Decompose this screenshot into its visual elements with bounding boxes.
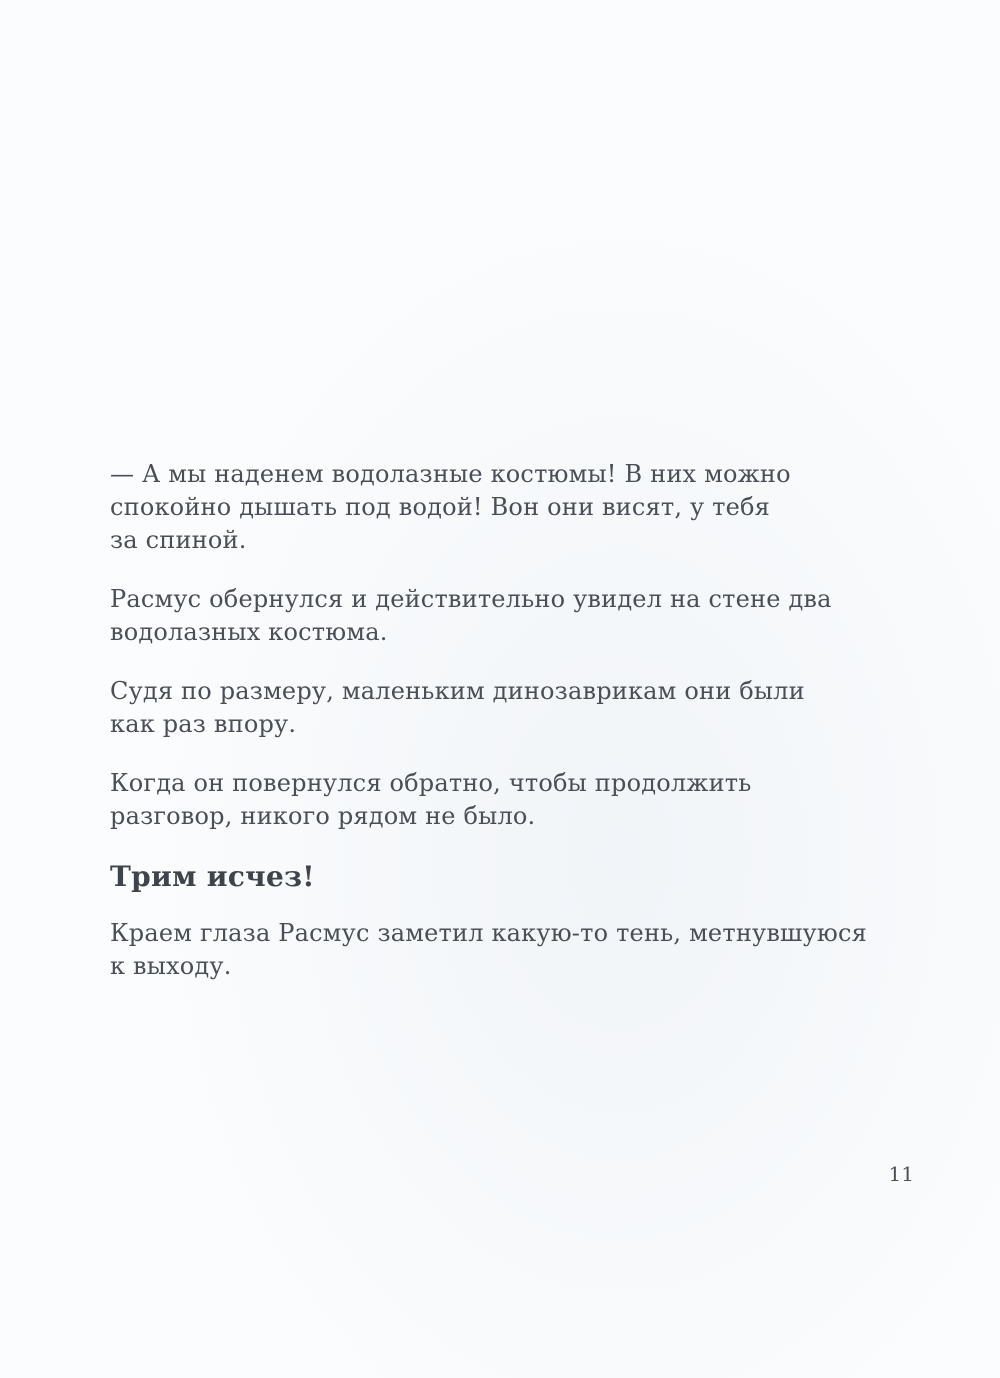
page-number: 11 — [888, 1162, 914, 1186]
paragraph-nobody-there: Когда он повернулся обратно, чтобы продолжить разговор, никого рядом не было. — [110, 769, 752, 830]
paragraph-size: Судя по размеру, маленьким динозаврикам они были как раз впору. — [110, 677, 805, 738]
paragraph-turned-around: Расмус обернулся и действительно увидел на стене два водолазных костюма. — [110, 585, 832, 646]
page-text-block — [110, 458, 890, 1009]
paragraph-dialogue: — А мы наденем водолазные костюмы! В них можно спокойно дышать под водой! Вон они висят, у тебя за спиной. — [110, 460, 791, 554]
paragraph-shadow: Краем глаза Расмус заметил какую-то тень, метнувшуюся к выходу. — [110, 919, 867, 980]
section-heading: Трим исчез! — [110, 860, 315, 893]
